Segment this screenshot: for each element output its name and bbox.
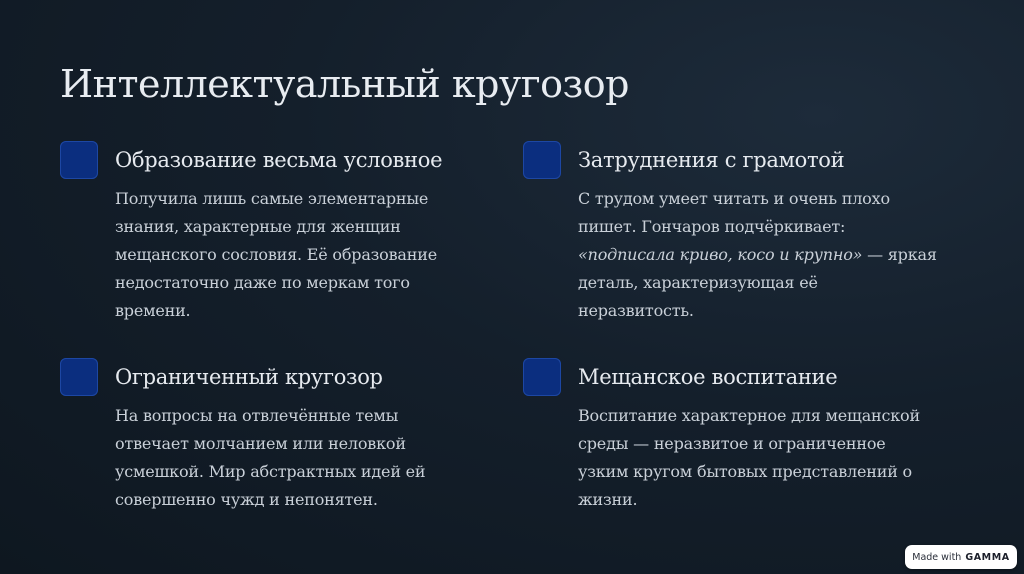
card-title: Ограниченный кругозор (115, 365, 383, 389)
card-body (578, 185, 938, 325)
card-title: Мещанское воспитание (578, 365, 838, 389)
badge-prefix: Made with (912, 551, 962, 563)
card-title: Затруднения с грамотой (578, 148, 845, 172)
card-body: Воспитание характерное для мещанской среды — неразвитое и ограниченное узким кругом бытовых представлений о жизни. (578, 406, 920, 509)
square-marker-icon (523, 358, 561, 396)
card-title: Образование весьма условное (115, 148, 443, 172)
card-body: На вопросы на отвлечённые темы отвечает молчанием или неловкой усмешкой. Мир абстрактных идей ей совершенно чужд и непонятен. (115, 406, 426, 509)
square-marker-icon (523, 141, 561, 179)
slide-title: Интеллектуальный кругозор (60, 62, 629, 106)
gamma-logo: GAMMA (965, 551, 1010, 563)
square-marker-icon (60, 141, 98, 179)
card-body-text-end: — яркая деталь, характеризующая её неразвитость. (578, 245, 937, 320)
card-body-quote: «подписала криво, косо и крупно» (578, 245, 863, 264)
card-body-text: С трудом умеет читать и очень плохо пишет. Гончаров подчёркивает: (578, 189, 890, 236)
square-marker-icon (60, 358, 98, 396)
card-body: Получила лишь самые элементарные знания, характерные для женщин мещанского сословия. Её образование недостаточно даже по меркам того времени. (115, 189, 437, 320)
made-with-gamma-badge[interactable] (905, 545, 1017, 569)
